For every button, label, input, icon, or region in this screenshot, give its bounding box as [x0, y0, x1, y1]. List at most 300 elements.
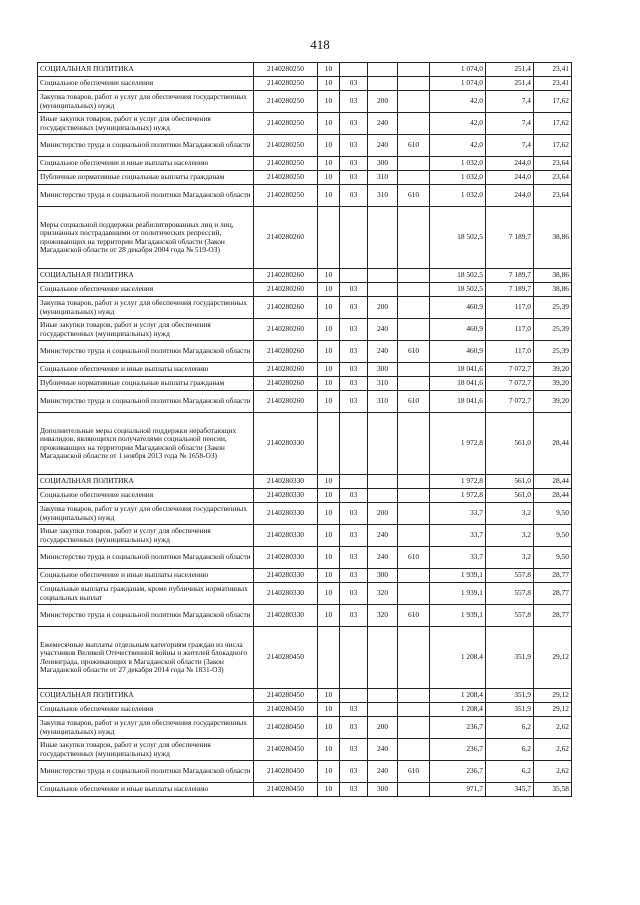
table-row	[38, 77, 572, 91]
cell-planned: 1 972,8	[430, 413, 486, 475]
cell-ministry-code	[398, 77, 430, 91]
cell-ministry-code: 610	[398, 185, 430, 207]
cell-percent: 28,44	[534, 489, 572, 503]
table-row	[38, 171, 572, 185]
cell-planned: 18 041,6	[430, 391, 486, 413]
cell-percent: 25,39	[534, 297, 572, 319]
cell-planned: 460,9	[430, 297, 486, 319]
table-row	[38, 341, 572, 363]
cell-expense-type: 240	[368, 113, 398, 135]
cell-subsection: 03	[340, 569, 368, 583]
cell-percent: 38,86	[534, 207, 572, 269]
cell-percent: 28,77	[534, 583, 572, 605]
table-row	[38, 413, 572, 475]
cell-ministry-code	[398, 739, 430, 761]
cell-section: 10	[318, 363, 340, 377]
cell-planned: 33,7	[430, 525, 486, 547]
cell-expense-type	[368, 489, 398, 503]
table-row	[38, 547, 572, 569]
cell-section: 10	[318, 377, 340, 391]
cell-ministry-code: 610	[398, 391, 430, 413]
table-row	[38, 63, 572, 77]
cell-name: Ежемесячные выплаты отдельным категориям граждан из числа участников Великой Отечественной войны и жителей блокадного Ленинграда, проживающих в Магаданской области (Закон Магаданской области от 27 декабря 2014 года № 1831-ОЗ)	[38, 627, 254, 689]
cell-section: 10	[318, 475, 340, 489]
cell-executed: 7 072,7	[486, 391, 534, 413]
cell-expense-type: 200	[368, 717, 398, 739]
cell-executed: 117,0	[486, 297, 534, 319]
cell-percent: 28,44	[534, 413, 572, 475]
table-row	[38, 363, 572, 377]
cell-ministry-code	[398, 703, 430, 717]
cell-expense-type: 320	[368, 605, 398, 627]
cell-executed: 251,4	[486, 63, 534, 77]
cell-expense-type: 310	[368, 377, 398, 391]
cell-executed: 117,0	[486, 319, 534, 341]
cell-section: 10	[318, 113, 340, 135]
cell-executed: 7,4	[486, 91, 534, 113]
cell-name: Министерство труда и социальной политики Магаданской области	[38, 391, 254, 413]
cell-subsection	[340, 63, 368, 77]
cell-subsection: 03	[340, 739, 368, 761]
cell-subsection: 03	[340, 319, 368, 341]
cell-expense-type: 320	[368, 583, 398, 605]
cell-name: Социальное обеспечение и иные выплаты населению	[38, 363, 254, 377]
table-row	[38, 283, 572, 297]
cell-percent: 29,12	[534, 689, 572, 703]
cell-name: Министерство труда и социальной политики Магаданской области	[38, 547, 254, 569]
cell-percent: 17,62	[534, 113, 572, 135]
cell-percent: 38,86	[534, 283, 572, 297]
cell-percent: 23,64	[534, 157, 572, 171]
cell-target-code: 2140280450	[254, 783, 318, 797]
cell-planned: 18 041,6	[430, 363, 486, 377]
cell-section: 10	[318, 63, 340, 77]
cell-section: 10	[318, 605, 340, 627]
cell-executed: 351,9	[486, 703, 534, 717]
cell-percent: 39,20	[534, 391, 572, 413]
cell-percent: 23,41	[534, 63, 572, 77]
cell-subsection: 03	[340, 113, 368, 135]
cell-planned: 42,0	[430, 113, 486, 135]
cell-percent: 2,62	[534, 739, 572, 761]
cell-subsection	[340, 269, 368, 283]
cell-expense-type: 240	[368, 319, 398, 341]
cell-expense-type	[368, 413, 398, 475]
cell-ministry-code	[398, 113, 430, 135]
cell-expense-type	[368, 63, 398, 77]
cell-percent: 23,41	[534, 77, 572, 91]
table-row	[38, 207, 572, 269]
cell-expense-type: 240	[368, 547, 398, 569]
cell-name: СОЦИАЛЬНАЯ ПОЛИТИКА	[38, 63, 254, 77]
cell-planned: 236,7	[430, 717, 486, 739]
cell-percent: 9,50	[534, 503, 572, 525]
cell-ministry-code	[398, 583, 430, 605]
cell-subsection: 03	[340, 489, 368, 503]
cell-ministry-code: 610	[398, 761, 430, 783]
cell-section: 10	[318, 547, 340, 569]
cell-subsection: 03	[340, 583, 368, 605]
cell-planned: 18 041,6	[430, 377, 486, 391]
cell-target-code: 2140280250	[254, 185, 318, 207]
cell-executed: 351,9	[486, 689, 534, 703]
cell-section: 10	[318, 319, 340, 341]
table-row	[38, 739, 572, 761]
cell-name: СОЦИАЛЬНАЯ ПОЛИТИКА	[38, 689, 254, 703]
cell-name: Социальное обеспечение населения	[38, 703, 254, 717]
cell-planned: 460,9	[430, 341, 486, 363]
cell-subsection	[340, 689, 368, 703]
cell-name: Социальное обеспечение и иные выплаты населению	[38, 157, 254, 171]
cell-ministry-code	[398, 319, 430, 341]
cell-section: 10	[318, 583, 340, 605]
cell-section	[318, 413, 340, 475]
cell-name: Закупка товаров, работ и услуг для обеспечения государственных (муниципальных) нужд	[38, 91, 254, 113]
cell-name: Закупка товаров, работ и услуг для обеспечения государственных (муниципальных) нужд	[38, 297, 254, 319]
table-row	[38, 689, 572, 703]
cell-expense-type	[368, 283, 398, 297]
cell-target-code: 2140280250	[254, 171, 318, 185]
cell-expense-type: 200	[368, 91, 398, 113]
table-row	[38, 761, 572, 783]
cell-ministry-code	[398, 413, 430, 475]
cell-planned: 42,0	[430, 135, 486, 157]
cell-section: 10	[318, 525, 340, 547]
cell-target-code: 2140280330	[254, 547, 318, 569]
cell-section: 10	[318, 91, 340, 113]
cell-name: Социальные выплаты гражданам, кроме публичных нормативных социальных выплат	[38, 583, 254, 605]
cell-subsection: 03	[340, 783, 368, 797]
cell-executed: 7 072,7	[486, 363, 534, 377]
cell-planned: 1 939,1	[430, 583, 486, 605]
cell-section: 10	[318, 77, 340, 91]
cell-planned: 1 208,4	[430, 703, 486, 717]
cell-planned: 1 032,0	[430, 157, 486, 171]
cell-name: Социальное обеспечение и иные выплаты населению	[38, 569, 254, 583]
cell-ministry-code	[398, 525, 430, 547]
cell-executed: 7 189,7	[486, 207, 534, 269]
cell-planned: 971,7	[430, 783, 486, 797]
cell-executed: 117,0	[486, 341, 534, 363]
cell-subsection	[340, 207, 368, 269]
table-row	[38, 605, 572, 627]
cell-planned: 1 939,1	[430, 569, 486, 583]
cell-expense-type	[368, 627, 398, 689]
cell-section: 10	[318, 689, 340, 703]
table-row	[38, 627, 572, 689]
cell-name: Закупка товаров, работ и услуг для обеспечения государственных (муниципальных) нужд	[38, 717, 254, 739]
cell-planned: 236,7	[430, 739, 486, 761]
table-row	[38, 269, 572, 283]
cell-target-code: 2140280330	[254, 569, 318, 583]
cell-percent: 28,44	[534, 475, 572, 489]
cell-subsection: 03	[340, 525, 368, 547]
cell-target-code: 2140280260	[254, 297, 318, 319]
cell-subsection: 03	[340, 135, 368, 157]
cell-subsection: 03	[340, 761, 368, 783]
cell-planned: 460,9	[430, 319, 486, 341]
cell-executed: 244,0	[486, 185, 534, 207]
cell-subsection: 03	[340, 185, 368, 207]
cell-name: Иные закупки товаров, работ и услуг для обеспечения государственных (муниципальных) нужд	[38, 739, 254, 761]
cell-target-code: 2140280330	[254, 475, 318, 489]
cell-ministry-code	[398, 269, 430, 283]
cell-name: Министерство труда и социальной политики Магаданской области	[38, 185, 254, 207]
table-row	[38, 503, 572, 525]
cell-name: СОЦИАЛЬНАЯ ПОЛИТИКА	[38, 269, 254, 283]
cell-executed: 244,0	[486, 171, 534, 185]
cell-planned: 1 208,4	[430, 627, 486, 689]
cell-target-code: 2140280260	[254, 363, 318, 377]
cell-percent: 35,58	[534, 783, 572, 797]
cell-expense-type: 300	[368, 363, 398, 377]
cell-name: Публичные нормативные социальные выплаты гражданам	[38, 171, 254, 185]
cell-ministry-code	[398, 475, 430, 489]
cell-subsection: 03	[340, 77, 368, 91]
cell-name: Министерство труда и социальной политики Магаданской области	[38, 605, 254, 627]
cell-expense-type	[368, 689, 398, 703]
cell-ministry-code	[398, 91, 430, 113]
cell-target-code: 2140280330	[254, 413, 318, 475]
table-row	[38, 391, 572, 413]
table-row	[38, 525, 572, 547]
cell-ministry-code	[398, 283, 430, 297]
cell-expense-type	[368, 703, 398, 717]
table-row	[38, 91, 572, 113]
cell-name: СОЦИАЛЬНАЯ ПОЛИТИКА	[38, 475, 254, 489]
table-row	[38, 717, 572, 739]
cell-target-code: 2140280450	[254, 739, 318, 761]
cell-ministry-code: 610	[398, 605, 430, 627]
cell-executed: 3,2	[486, 503, 534, 525]
cell-ministry-code	[398, 363, 430, 377]
cell-subsection: 03	[340, 391, 368, 413]
cell-target-code: 2140280250	[254, 63, 318, 77]
cell-section: 10	[318, 503, 340, 525]
cell-expense-type: 300	[368, 569, 398, 583]
cell-executed: 6,2	[486, 717, 534, 739]
cell-section	[318, 207, 340, 269]
cell-ministry-code	[398, 783, 430, 797]
cell-target-code: 2140280250	[254, 113, 318, 135]
cell-target-code: 2140280450	[254, 761, 318, 783]
cell-subsection: 03	[340, 377, 368, 391]
cell-planned: 1 074,0	[430, 63, 486, 77]
cell-subsection	[340, 413, 368, 475]
cell-planned: 236,7	[430, 761, 486, 783]
cell-planned: 1 074,0	[430, 77, 486, 91]
cell-expense-type: 300	[368, 157, 398, 171]
cell-percent: 29,12	[534, 703, 572, 717]
cell-expense-type	[368, 77, 398, 91]
cell-executed: 345,7	[486, 783, 534, 797]
cell-subsection: 03	[340, 297, 368, 319]
table-row	[38, 569, 572, 583]
cell-section: 10	[318, 761, 340, 783]
cell-percent: 17,62	[534, 91, 572, 113]
cell-planned: 42,0	[430, 91, 486, 113]
cell-expense-type: 240	[368, 341, 398, 363]
cell-section: 10	[318, 341, 340, 363]
cell-target-code: 2140280260	[254, 283, 318, 297]
cell-planned: 33,7	[430, 503, 486, 525]
cell-percent: 39,20	[534, 363, 572, 377]
cell-executed: 6,2	[486, 739, 534, 761]
cell-ministry-code	[398, 627, 430, 689]
cell-ministry-code	[398, 171, 430, 185]
cell-executed: 351,9	[486, 627, 534, 689]
cell-percent: 39,20	[534, 377, 572, 391]
cell-name: Социальное обеспечение населения	[38, 489, 254, 503]
cell-percent: 9,50	[534, 525, 572, 547]
cell-executed: 251,4	[486, 77, 534, 91]
cell-section: 10	[318, 703, 340, 717]
cell-planned: 1 208,4	[430, 689, 486, 703]
cell-name: Социальное обеспечение и иные выплаты населению	[38, 783, 254, 797]
cell-executed: 7,4	[486, 113, 534, 135]
budget-table	[37, 62, 572, 797]
cell-name: Меры социальной поддержки реабилитированных лиц и лиц, признанных пострадавшими от политических репрессий, проживающих на территории Магаданской области (Закон Магаданской области от 28 декабря 2004 года № 519-ОЗ)	[38, 207, 254, 269]
cell-subsection: 03	[340, 157, 368, 171]
cell-percent: 9,50	[534, 547, 572, 569]
cell-target-code: 2140280330	[254, 489, 318, 503]
cell-name: Иные закупки товаров, работ и услуг для обеспечения государственных (муниципальных) нужд	[38, 113, 254, 135]
cell-name: Министерство труда и социальной политики Магаданской области	[38, 341, 254, 363]
cell-section: 10	[318, 185, 340, 207]
cell-ministry-code	[398, 377, 430, 391]
cell-name: Министерство труда и социальной политики Магаданской области	[38, 135, 254, 157]
cell-section: 10	[318, 283, 340, 297]
table-row	[38, 783, 572, 797]
cell-planned: 33,7	[430, 547, 486, 569]
cell-percent: 2,62	[534, 717, 572, 739]
cell-expense-type: 310	[368, 185, 398, 207]
cell-expense-type: 240	[368, 739, 398, 761]
cell-section: 10	[318, 297, 340, 319]
cell-subsection: 03	[340, 717, 368, 739]
cell-name: Иные закупки товаров, работ и услуг для обеспечения государственных (муниципальных) нужд	[38, 525, 254, 547]
cell-subsection: 03	[340, 703, 368, 717]
cell-target-code: 2140280260	[254, 377, 318, 391]
cell-subsection: 03	[340, 283, 368, 297]
cell-target-code: 2140280330	[254, 605, 318, 627]
cell-executed: 7,4	[486, 135, 534, 157]
budget-table-body	[38, 63, 572, 797]
cell-executed: 7 072,7	[486, 377, 534, 391]
cell-expense-type	[368, 207, 398, 269]
cell-target-code: 2140280260	[254, 341, 318, 363]
cell-planned: 1 032,0	[430, 171, 486, 185]
cell-executed: 561,0	[486, 489, 534, 503]
cell-ministry-code: 610	[398, 341, 430, 363]
cell-name: Иные закупки товаров, работ и услуг для обеспечения государственных (муниципальных) нужд	[38, 319, 254, 341]
cell-executed: 557,8	[486, 583, 534, 605]
table-row	[38, 297, 572, 319]
table-row	[38, 703, 572, 717]
cell-name: Социальное обеспечение населения	[38, 283, 254, 297]
table-row	[38, 157, 572, 171]
cell-percent: 28,77	[534, 569, 572, 583]
cell-section: 10	[318, 783, 340, 797]
cell-name: Социальное обеспечение населения	[38, 77, 254, 91]
cell-subsection	[340, 627, 368, 689]
cell-target-code: 2140280330	[254, 525, 318, 547]
cell-ministry-code	[398, 717, 430, 739]
cell-planned: 18 502,5	[430, 269, 486, 283]
cell-planned: 1 972,8	[430, 475, 486, 489]
cell-subsection: 03	[340, 171, 368, 185]
cell-target-code: 2140280330	[254, 583, 318, 605]
cell-section: 10	[318, 569, 340, 583]
cell-target-code: 2140280450	[254, 703, 318, 717]
cell-expense-type: 200	[368, 297, 398, 319]
table-row	[38, 489, 572, 503]
table-row	[38, 475, 572, 489]
cell-executed: 557,8	[486, 605, 534, 627]
cell-subsection	[340, 475, 368, 489]
cell-subsection: 03	[340, 547, 368, 569]
cell-ministry-code: 610	[398, 135, 430, 157]
cell-ministry-code	[398, 297, 430, 319]
cell-expense-type: 240	[368, 525, 398, 547]
cell-section: 10	[318, 739, 340, 761]
cell-ministry-code	[398, 569, 430, 583]
cell-target-code: 2140280260	[254, 319, 318, 341]
cell-name: Дополнительные меры социальной поддержки неработающих инвалидов, являющихся получателями социальной пенсии, проживающих на территории Магаданской области (Закон Магаданской области от 1 ноября 2013 года № 1658-ОЗ)	[38, 413, 254, 475]
cell-executed: 561,0	[486, 413, 534, 475]
cell-subsection: 03	[340, 605, 368, 627]
cell-target-code: 2140280250	[254, 157, 318, 171]
cell-target-code: 2140280250	[254, 91, 318, 113]
cell-subsection: 03	[340, 91, 368, 113]
cell-ministry-code	[398, 157, 430, 171]
cell-section	[318, 627, 340, 689]
cell-executed: 3,2	[486, 547, 534, 569]
cell-expense-type: 240	[368, 135, 398, 157]
cell-percent: 2,62	[534, 761, 572, 783]
cell-target-code: 2140280260	[254, 391, 318, 413]
cell-expense-type: 310	[368, 171, 398, 185]
cell-executed: 6,2	[486, 761, 534, 783]
cell-section: 10	[318, 717, 340, 739]
cell-ministry-code	[398, 207, 430, 269]
cell-target-code: 2140280450	[254, 627, 318, 689]
cell-section: 10	[318, 135, 340, 157]
cell-ministry-code	[398, 489, 430, 503]
cell-ministry-code	[398, 689, 430, 703]
cell-executed: 7 189,7	[486, 269, 534, 283]
cell-section: 10	[318, 171, 340, 185]
table-row	[38, 377, 572, 391]
cell-planned: 1 032,0	[430, 185, 486, 207]
cell-section: 10	[318, 269, 340, 283]
cell-subsection: 03	[340, 363, 368, 377]
cell-percent: 29,12	[534, 627, 572, 689]
cell-section: 10	[318, 391, 340, 413]
cell-section: 10	[318, 489, 340, 503]
cell-target-code: 2140280250	[254, 77, 318, 91]
cell-executed: 561,0	[486, 475, 534, 489]
cell-section: 10	[318, 157, 340, 171]
cell-expense-type: 240	[368, 761, 398, 783]
cell-percent: 25,39	[534, 319, 572, 341]
cell-ministry-code	[398, 503, 430, 525]
cell-planned: 18 502,5	[430, 207, 486, 269]
cell-percent: 38,86	[534, 269, 572, 283]
cell-target-code: 2140280260	[254, 269, 318, 283]
cell-planned: 18 502,5	[430, 283, 486, 297]
cell-target-code: 2140280260	[254, 207, 318, 269]
